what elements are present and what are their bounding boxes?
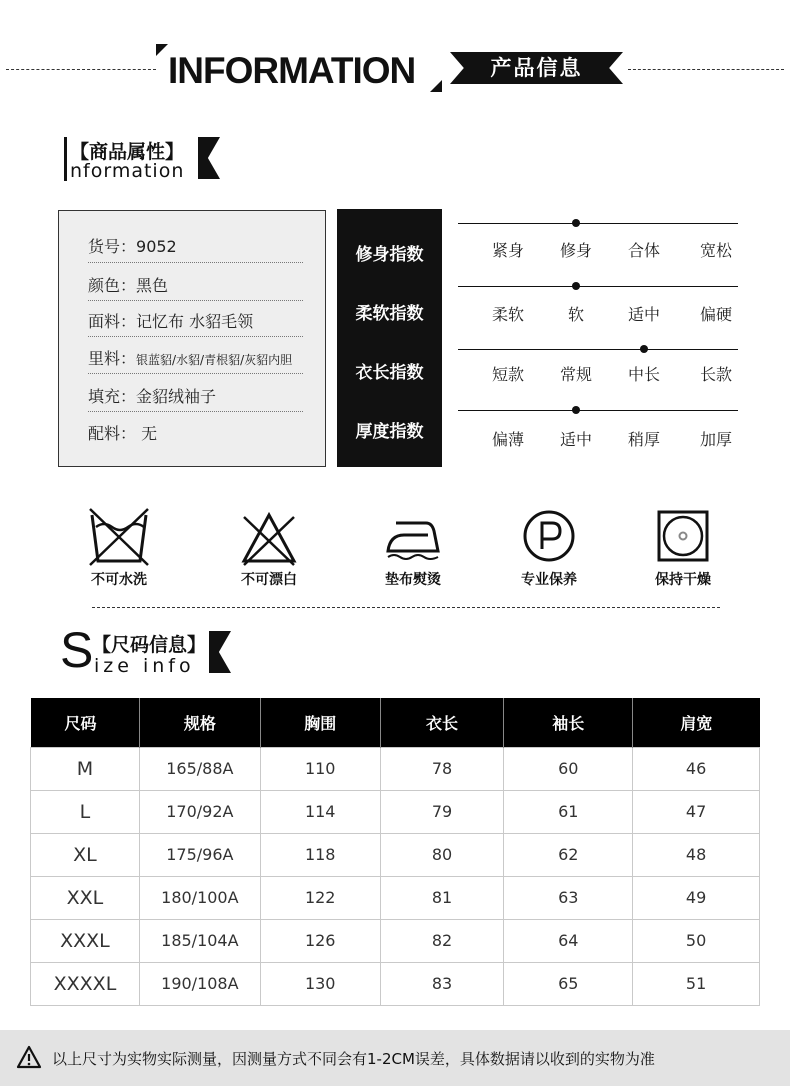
attribute-label: 配料： bbox=[88, 424, 137, 443]
index-option: 长款 bbox=[699, 365, 732, 384]
table-cell: 82 bbox=[380, 919, 504, 962]
table-cell: 130 bbox=[260, 962, 380, 1005]
care-item bbox=[64, 505, 174, 589]
index-option: 软 bbox=[567, 305, 584, 324]
index-marker-dot bbox=[640, 345, 648, 353]
attribute-row bbox=[88, 273, 303, 296]
index-scale-line bbox=[458, 286, 738, 287]
index-option: 中长 bbox=[627, 365, 660, 384]
professional-dry-clean-icon bbox=[518, 505, 580, 567]
table-row bbox=[31, 833, 760, 876]
table-cell: 46 bbox=[633, 747, 760, 790]
size-section-title-en: ize info bbox=[94, 655, 195, 677]
table-cell: 50 bbox=[633, 919, 760, 962]
table-cell: 122 bbox=[260, 876, 380, 919]
size-table-header: 袖长 bbox=[504, 698, 633, 747]
header-dash-right bbox=[628, 69, 784, 70]
table-row bbox=[31, 790, 760, 833]
warning-icon bbox=[16, 1045, 42, 1069]
index-option: 宽松 bbox=[699, 241, 732, 260]
table-cell: 110 bbox=[260, 747, 380, 790]
table-cell: XXL bbox=[31, 876, 140, 919]
table-cell: 78 bbox=[380, 747, 504, 790]
footer-notice: 以上尺寸为实物实际测量，因测量方式不同会有1-2CM误差，具体数据请以收到的实物为准 bbox=[52, 1050, 655, 1068]
attribute-separator bbox=[88, 373, 303, 374]
index-label: 修身指数 bbox=[355, 245, 424, 265]
table-cell: 49 bbox=[633, 876, 760, 919]
attribute-separator bbox=[88, 336, 303, 337]
index-label: 柔软指数 bbox=[355, 304, 424, 324]
info-title: INFORMATION bbox=[168, 50, 416, 91]
care-label: 保持干燥 bbox=[655, 572, 711, 588]
table-cell: 65 bbox=[504, 962, 633, 1005]
table-cell: 79 bbox=[380, 790, 504, 833]
size-table-header: 胸围 bbox=[260, 698, 380, 747]
table-cell: M bbox=[31, 747, 140, 790]
index-label: 厚度指数 bbox=[355, 422, 424, 442]
size-table-header-row bbox=[31, 698, 760, 747]
attribute-value: 金貂绒袖子 bbox=[136, 387, 217, 406]
product-section-title-cn: 【商品属性】 bbox=[70, 141, 185, 163]
care-label: 垫布熨烫 bbox=[385, 572, 441, 588]
index-option: 合体 bbox=[627, 241, 660, 260]
table-row bbox=[31, 962, 760, 1005]
attribute-value: 9052 bbox=[136, 237, 177, 256]
table-row bbox=[31, 919, 760, 962]
care-label: 不可漂白 bbox=[241, 572, 297, 588]
corner-mark-bottom-right bbox=[430, 80, 442, 92]
attribute-label: 颜色： bbox=[88, 276, 137, 295]
attribute-separator bbox=[88, 411, 303, 412]
k-mark bbox=[209, 631, 231, 673]
no-bleach-icon bbox=[238, 505, 300, 567]
size-table-header: 规格 bbox=[139, 698, 260, 747]
table-cell: 83 bbox=[380, 962, 504, 1005]
header-dash-left bbox=[6, 69, 156, 70]
iron-icon bbox=[382, 505, 444, 567]
table-cell: 165/88A bbox=[139, 747, 260, 790]
product-section-title-en bbox=[70, 160, 184, 182]
product-section-title-en-rest: nformation bbox=[70, 160, 185, 182]
attribute-value: 无 bbox=[136, 424, 158, 443]
size-section-initial: S bbox=[60, 622, 94, 678]
attribute-label: 里料： bbox=[88, 349, 137, 368]
index-option: 短款 bbox=[491, 365, 524, 384]
care-item bbox=[494, 505, 604, 589]
no-wash-icon bbox=[88, 505, 150, 567]
index-option: 稍厚 bbox=[627, 430, 660, 449]
table-cell: 114 bbox=[260, 790, 380, 833]
attribute-separator bbox=[88, 300, 303, 301]
size-table-header: 衣长 bbox=[380, 698, 504, 747]
table-row bbox=[31, 747, 760, 790]
table-cell: 175/96A bbox=[139, 833, 260, 876]
table-cell: XXXXL bbox=[31, 962, 140, 1005]
index-scale-line bbox=[458, 349, 738, 350]
table-cell: 80 bbox=[380, 833, 504, 876]
index-option: 修身 bbox=[559, 241, 592, 260]
table-cell: L bbox=[31, 790, 140, 833]
index-option: 紧身 bbox=[491, 241, 524, 260]
table-cell: 61 bbox=[504, 790, 633, 833]
table-cell: 47 bbox=[633, 790, 760, 833]
table-row bbox=[31, 876, 760, 919]
index-option: 柔软 bbox=[491, 305, 524, 324]
attribute-separator bbox=[88, 262, 303, 263]
table-cell: 185/104A bbox=[139, 919, 260, 962]
table-cell: XXXL bbox=[31, 919, 140, 962]
cn-title: 产品信息 bbox=[490, 56, 583, 80]
attribute-row bbox=[88, 421, 303, 444]
attribute-row bbox=[88, 346, 303, 369]
care-divider bbox=[92, 607, 720, 608]
table-cell: 62 bbox=[504, 833, 633, 876]
attribute-value: 记忆布 水貂毛领 bbox=[136, 312, 254, 331]
attribute-label: 面料： bbox=[88, 312, 137, 331]
table-cell: XL bbox=[31, 833, 140, 876]
k-mark bbox=[198, 137, 220, 179]
attribute-row bbox=[88, 384, 303, 407]
table-cell: 118 bbox=[260, 833, 380, 876]
index-label: 衣长指数 bbox=[355, 363, 424, 383]
care-label: 不可水洗 bbox=[91, 572, 147, 588]
table-cell: 48 bbox=[633, 833, 760, 876]
corner-mark-top-left bbox=[156, 44, 168, 56]
table-cell: 180/100A bbox=[139, 876, 260, 919]
index-scale-line bbox=[458, 223, 738, 224]
table-cell: 190/108A bbox=[139, 962, 260, 1005]
table-cell: 64 bbox=[504, 919, 633, 962]
table-cell: 170/92A bbox=[139, 790, 260, 833]
index-scale-line bbox=[458, 410, 738, 411]
index-option: 适中 bbox=[627, 305, 660, 324]
attribute-row bbox=[88, 309, 303, 332]
index-option: 适中 bbox=[559, 430, 592, 449]
attribute-value: 黑色 bbox=[136, 276, 169, 295]
tumble-dry-icon bbox=[652, 505, 714, 567]
size-table-header: 尺码 bbox=[31, 698, 140, 747]
size-section-title-cn: 【尺码信息】 bbox=[92, 634, 207, 656]
index-option: 加厚 bbox=[699, 430, 732, 449]
table-cell: 81 bbox=[380, 876, 504, 919]
attribute-value: 银蓝貂/水貂/青根貂/灰貂内胆 bbox=[136, 353, 293, 367]
attribute-label: 货号： bbox=[88, 237, 137, 256]
table-cell: 126 bbox=[260, 919, 380, 962]
care-item bbox=[628, 505, 738, 589]
index-option: 偏硬 bbox=[699, 305, 732, 324]
index-option: 常规 bbox=[559, 365, 592, 384]
attribute-row bbox=[88, 234, 303, 257]
index-option: 偏薄 bbox=[491, 430, 524, 449]
index-marker-dot bbox=[572, 219, 580, 227]
care-label: 专业保养 bbox=[521, 572, 577, 588]
table-cell: 51 bbox=[633, 962, 760, 1005]
attribute-label: 填充： bbox=[88, 387, 137, 406]
index-marker-dot bbox=[572, 282, 580, 290]
care-item bbox=[358, 505, 468, 589]
index-marker-dot bbox=[572, 406, 580, 414]
table-cell: 63 bbox=[504, 876, 633, 919]
size-table-header: 肩宽 bbox=[633, 698, 760, 747]
size-table bbox=[30, 698, 760, 1006]
section-bar bbox=[64, 137, 67, 181]
care-item bbox=[214, 505, 324, 589]
table-cell: 60 bbox=[504, 747, 633, 790]
